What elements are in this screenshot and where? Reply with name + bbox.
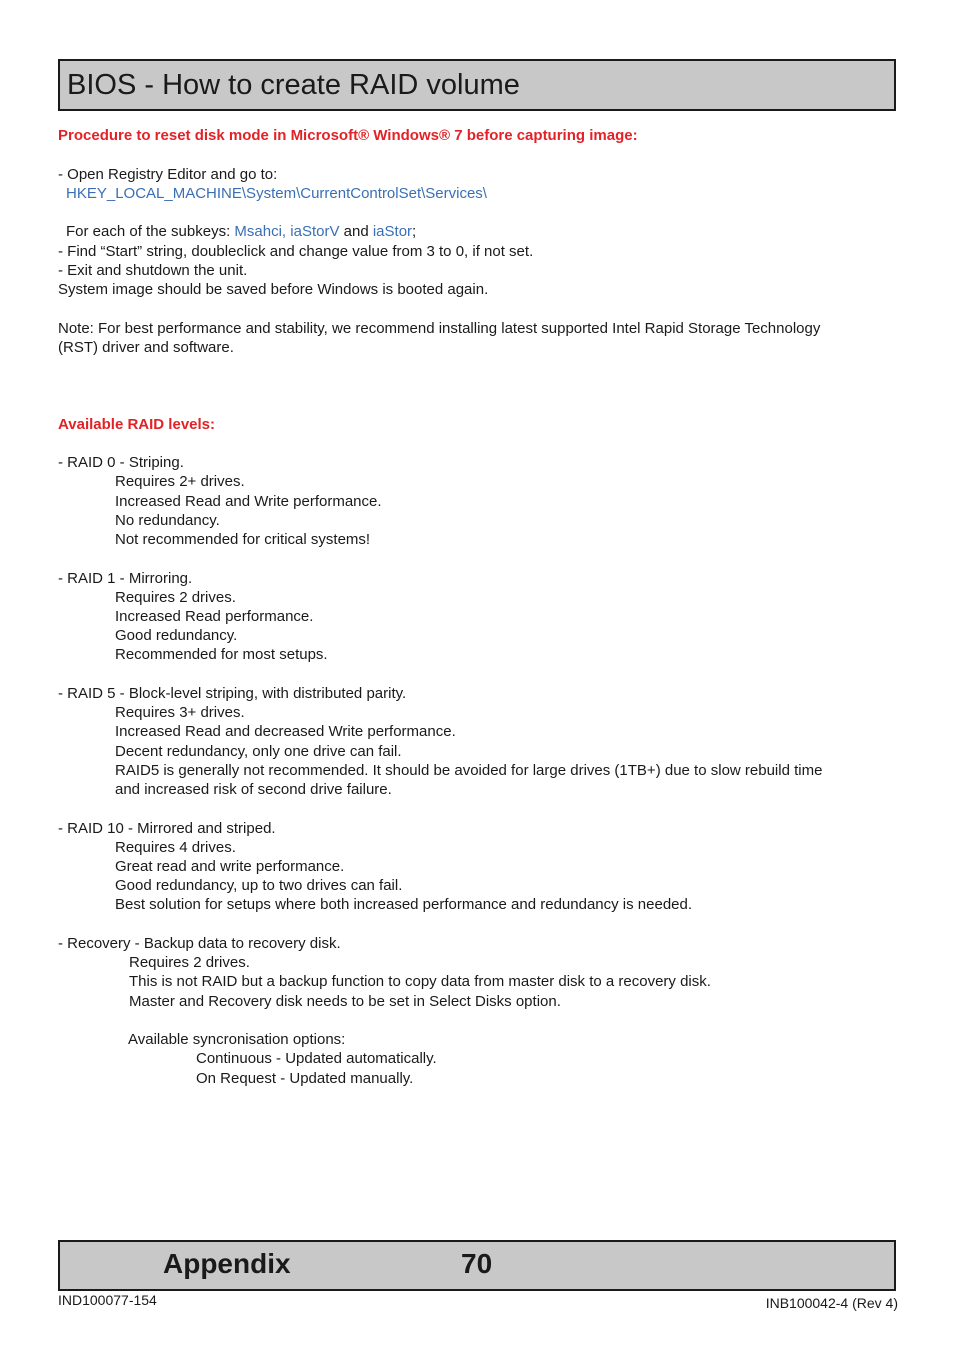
raid5-item: RAID5 is generally not recommended. It should be avoided for large drives (1TB+) due to slow rebuild time xyxy=(115,762,823,779)
raid0-item: Not recommended for critical systems! xyxy=(115,531,371,548)
page-header-box xyxy=(58,59,896,111)
recovery-item: Master and Recovery disk needs to be set in Select Disks option. xyxy=(129,993,561,1010)
page-title: BIOS - How to create RAID volume xyxy=(67,69,520,101)
footer-box xyxy=(58,1240,896,1291)
raid5-item: and increased risk of second drive failure. xyxy=(115,781,392,798)
subkey-msahci-iastorv: Msahci, iaStorV xyxy=(234,223,340,240)
subkey-iastor: iaStor xyxy=(372,223,413,240)
sync-options-heading: Available syncronisation options: xyxy=(128,1031,346,1048)
recovery-title: - Recovery - Backup data to recovery disk. xyxy=(58,935,341,952)
document-id-left: IND100077-154 xyxy=(58,1292,157,1308)
raid5-item: Requires 3+ drives. xyxy=(115,704,245,721)
note-line-2: (RST) driver and software. xyxy=(58,339,234,356)
procedure-step-find-start: - Find “Start” string, doubleclick and change value from 3 to 0, if not set. xyxy=(58,243,534,260)
raid10-title: - RAID 10 - Mirrored and striped. xyxy=(58,820,276,837)
raid0-item: Requires 2+ drives. xyxy=(115,473,245,490)
subkeys-prefix: For each of the subkeys: xyxy=(66,223,235,240)
raid1-item: Requires 2 drives. xyxy=(115,589,236,606)
registry-path: HKEY_LOCAL_MACHINE\System\CurrentControlSet\Services\ xyxy=(66,185,487,202)
raid10-item: Great read and write performance. xyxy=(115,858,345,875)
raid0-item: Increased Read and Write performance. xyxy=(115,493,382,510)
raid1-item: Increased Read performance. xyxy=(115,608,314,625)
raid10-item: Good redundancy, up to two drives can fail. xyxy=(115,877,403,894)
footer-section-title: Appendix xyxy=(163,1248,291,1279)
raid5-item: Increased Read and decreased Write performance. xyxy=(115,723,456,740)
note-line-1: Note: For best performance and stability, we recommend installing latest supported Intel Rapid Storage Technology xyxy=(58,320,821,337)
raid10-item: Best solution for setups where both increased performance and redundancy is needed. xyxy=(115,896,693,913)
subkeys-and: and xyxy=(339,223,373,240)
raid0-item: No redundancy. xyxy=(115,512,220,529)
procedure-heading: Procedure to reset disk mode in Microsoft® Windows® 7 before capturing image: xyxy=(58,127,638,144)
sync-option: On Request - Updated manually. xyxy=(196,1070,414,1087)
procedure-step-exit: - Exit and shutdown the unit. xyxy=(58,262,248,279)
raid5-title: - RAID 5 - Block-level striping, with distributed parity. xyxy=(58,685,407,702)
subkeys-line xyxy=(66,222,416,241)
raid0-title: - RAID 0 - Striping. xyxy=(58,454,184,471)
page-number: 70 xyxy=(461,1248,493,1279)
document-id-right: INB100042-4 (Rev 4) xyxy=(765,1295,898,1311)
procedure-step-open-registry: - Open Registry Editor and go to: xyxy=(58,166,278,183)
subkeys-suffix: ; xyxy=(412,223,417,240)
raid10-item: Requires 4 drives. xyxy=(115,839,236,856)
recovery-item: Requires 2 drives. xyxy=(129,954,250,971)
raid-levels-heading: Available RAID levels: xyxy=(58,416,216,433)
sync-option: Continuous - Updated automatically. xyxy=(196,1050,437,1067)
raid1-title: - RAID 1 - Mirroring. xyxy=(58,570,193,587)
raid1-item: Recommended for most setups. xyxy=(115,646,328,663)
procedure-step-save-image: System image should be saved before Windows is booted again. xyxy=(58,281,489,298)
recovery-item: This is not RAID but a backup function to copy data from master disk to a recovery disk. xyxy=(129,973,711,990)
raid1-item: Good redundancy. xyxy=(115,627,238,644)
raid5-item: Decent redundancy, only one drive can fail. xyxy=(115,743,402,760)
